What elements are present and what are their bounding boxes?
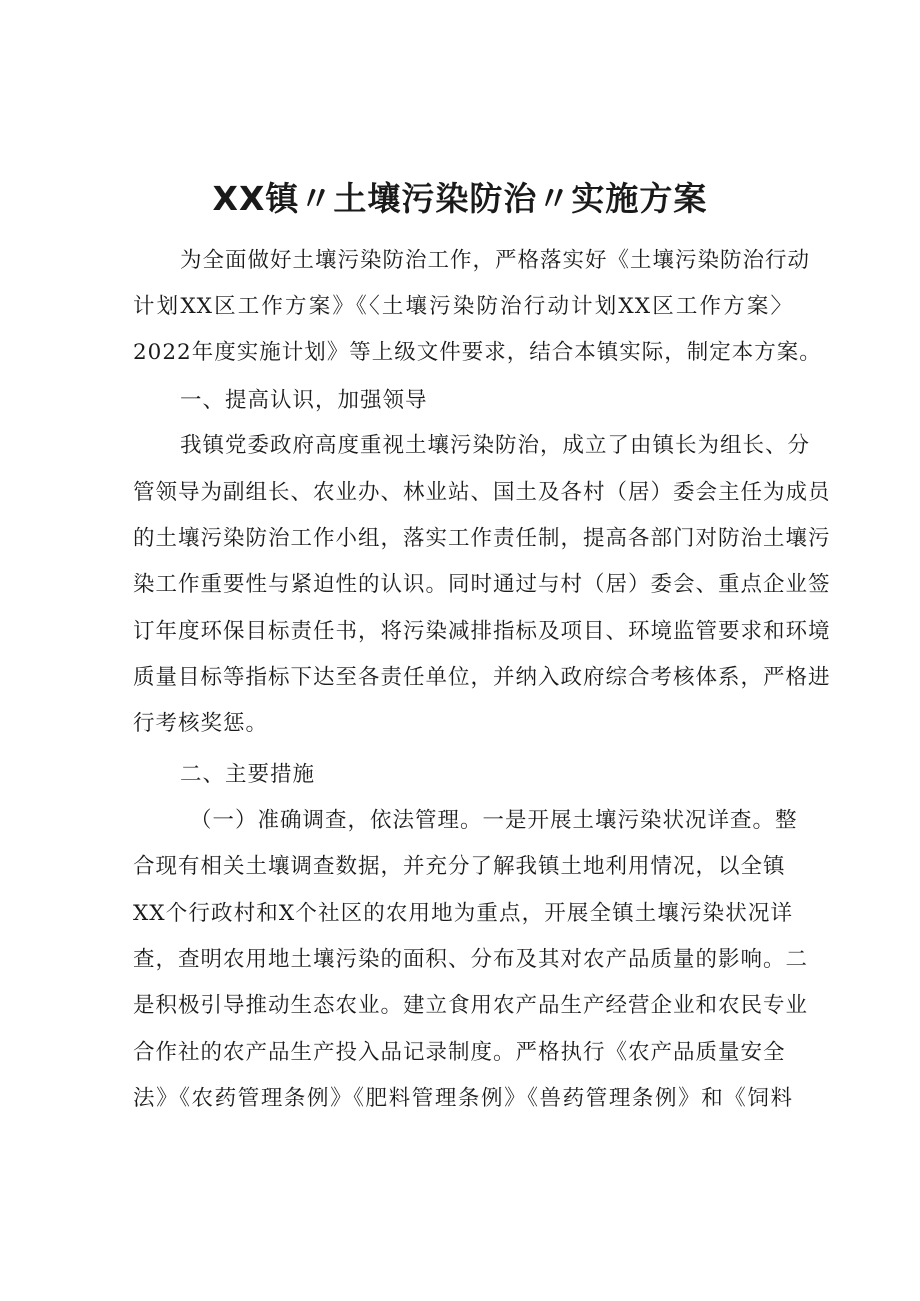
paragraph-line: 合现有相关土壤调查数据，并充分了解我镇土地利用情况，以全镇	[133, 854, 786, 879]
paragraph-line: 计划XX区工作方案》《〈土壤污染防治行动计划XX区工作方案〉	[133, 294, 793, 319]
paragraph-line: 订年度环保目标责任书，将污染减排指标及项目、环境监管要求和环境	[133, 619, 831, 644]
section-heading: 一、提高认识，加强领导	[180, 388, 428, 413]
paragraph-line: 我镇党委政府高度重视土壤污染防治，成立了由镇长为组长、分	[180, 433, 811, 458]
paragraph-line: 合作社的农产品生产投入品记录制度。严格执行《农产品质量安全	[133, 1040, 786, 1065]
paragraph-line: 染工作重要性与紧迫性的认识。同时通过与村（居）委会、重点企业签	[133, 572, 831, 597]
paragraph-line: （一）准确调查，依法管理。一是开展土壤污染状况详查。整	[190, 808, 798, 833]
paragraph-line: XX个行政村和X个社区的农用地为重点，开展全镇土壤污染状况详	[133, 901, 793, 926]
document-title: XX镇〃土壤污染防治〃实施方案	[212, 179, 708, 218]
paragraph-line: 为全面做好土壤污染防治工作，严格落实好《土壤污染防治行动	[180, 248, 811, 273]
paragraph-line: 是积极引导推动生态农业。建立食用农产品生产经营企业和农民专业	[133, 993, 809, 1018]
paragraph-line: 质量目标等指标下达至各责任单位，并纳入政府综合考核体系，严格进	[133, 665, 831, 690]
paragraph-line: 法》《农药管理条例》《肥料管理条例》《兽药管理条例》和《饲料	[133, 1086, 793, 1111]
paragraph-line: 2022年度实施计划》等上级文件要求，结合本镇实际，制定本方案。	[133, 340, 822, 365]
section-heading: 二、主要措施	[180, 762, 316, 787]
paragraph-line: 管领导为副组长、农业办、林业站、国土及各村（居）委会主任为成员	[133, 480, 831, 505]
paragraph-line: 查，查明农用地土壤污染的面积、分布及其对农产品质量的影响。二	[133, 947, 809, 972]
paragraph-line: 行考核奖惩。	[133, 711, 269, 736]
paragraph-line: 的土壤污染防治工作小组，落实工作责任制，提高各部门对防治土壤污	[133, 526, 831, 551]
